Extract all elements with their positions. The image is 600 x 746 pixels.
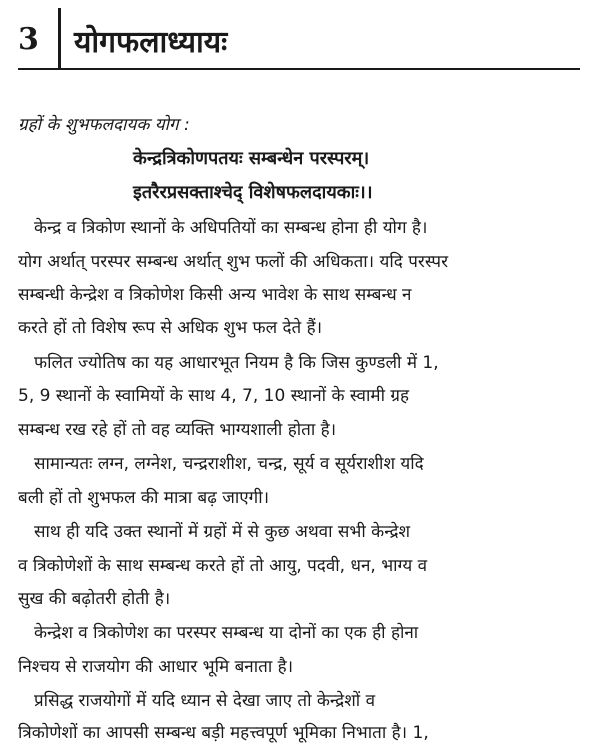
shloka-line-1: केन्द्रत्रिकोणपतयः सम्बन्धेन परस्परम्। <box>133 148 370 169</box>
body-line: योग अर्थात् परस्पर सम्बन्ध अर्थात् शुभ फलों की अधिकता। यदि परस्पर <box>18 252 449 272</box>
body-line: व त्रिकोणेशों के साथ सम्बन्ध करते हों तो आयु, पदवी, धन, भाग्य व <box>18 556 428 576</box>
header-rule <box>18 68 580 70</box>
body-line: सामान्यतः लग्न, लग्नेश, चन्द्रराशीश, चन्द्र, सूर्य व सूर्यराशीश यदि <box>34 454 424 474</box>
body-line: निश्चय से राजयोग की आधार भूमि बनाता है। <box>18 657 294 677</box>
body-line: साथ ही यदि उक्त स्थानों में ग्रहों में से कुछ अथवा सभी केन्द्रेश <box>34 522 411 542</box>
body-line: प्रसिद्ध राजयोगों में यदि ध्यान से देखा जाए तो केन्द्रेशों व <box>34 691 376 711</box>
body-line: सुख की बढ़ोतरी होती है। <box>18 589 171 609</box>
chapter-title: योगफलाध्यायः <box>74 25 228 60</box>
chapter-number: 3 <box>18 22 39 57</box>
body-line: करते हों तो विशेष रूप से अधिक शुभ फल देते हैं। <box>18 318 323 338</box>
shloka-line-2: इतरैरप्रसक्ताश्चेद् विशेषफलदायकाः।। <box>133 182 373 203</box>
body-line: सम्बन्ध रख रहे हों तो वह व्यक्ति भाग्यशाली होता है। <box>18 420 337 440</box>
header-divider <box>58 8 61 70</box>
body-line: त्रिकोणेशों का आपसी सम्बन्ध बड़ी महत्त्वपूर्ण भूमिका निभाता है। 1, <box>18 723 429 743</box>
chapter-header <box>0 8 580 70</box>
body-line: फलित ज्योतिष का यह आधारभूत नियम है कि जिस कुण्डली में 1, <box>34 353 439 373</box>
body-line: 5, 9 स्थानों के स्वामियों के साथ 4, 7, 10 स्थानों के स्वामी ग्रह <box>18 386 409 406</box>
body-line: सम्बन्धी केन्द्रेश व त्रिकोणेश किसी अन्य भावेश के साथ सम्बन्ध न <box>18 285 412 305</box>
section-heading: ग्रहों के शुभफलदायक योग : <box>18 115 190 135</box>
body-line: केन्द्र व त्रिकोण स्थानों के अधिपतियों का सम्बन्ध होना ही योग है। <box>34 218 428 238</box>
body-line: केन्द्रेश व त्रिकोणेश का परस्पर सम्बन्ध या दोनों का एक ही होना <box>34 623 419 643</box>
body-line: बली हों तो शुभफल की मात्रा बढ़ जाएगी। <box>18 488 270 508</box>
